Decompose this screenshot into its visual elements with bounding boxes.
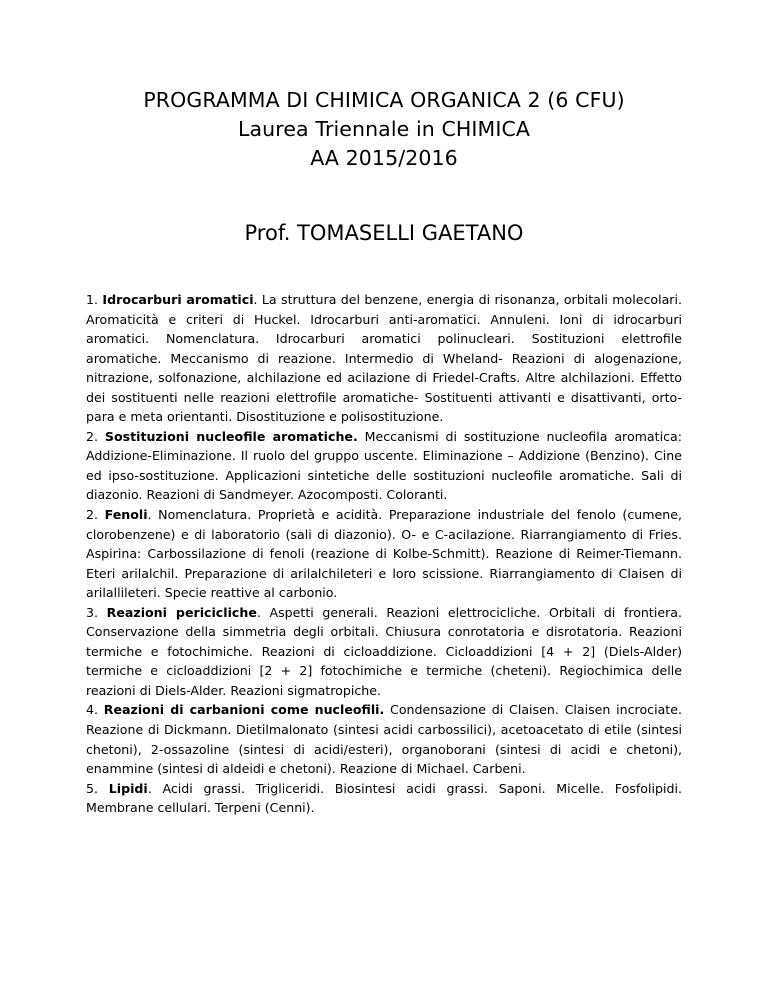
section-title: Reazioni di carbanioni come nucleofili. [103,702,385,718]
section-text: . La struttura del benzene, energia di risonanza, orbitali molecolari. Aromaticità e criteri di Huckel. Idrocarburi anti-aromatici. Annuleni. Ioni di idrocarburi aromatici. Nomenclatura. Idrocarburi aromatici polinucleari. Sostituzioni elettrofile aromatiche. Meccanismo di reazione. Intermedio di Wheland- Reazioni di alogenazione, nitrazione, solfonazione, alchilazione ed acilazione di Friedel-Crafts. Altre alchilazioni. Effetto dei sostituenti nelle reazioni elettrofile aromatiche- Sostituenti attivanti e disattivanti, orto-para e meta orientanti. Disostituzione e polisostituzione. [86,292,682,425]
section-title: Sostituzioni nucleofile aromatiche. [104,428,358,444]
section-text: . Aspetti generali. Reazioni elettrocicliche. Orbitali di frontiera. Conservazione della simmetria degli orbitali. Chiusura conrotatoria e disrotatoria. Reazioni termiche e fotochimiche. Reazioni di cicloaddizione. Cicloaddizioni [4 + 2] (Diels-Alder) termiche e cicloaddizioni [2 + 2] fotochimiche e termiche (cheteni). Regiochimica delle reazioni di Diels-Alder. Reazioni sigmatropiche. [86,604,683,698]
section-title: Fenoli [104,507,148,523]
program-body [86,290,682,818]
section-aromatic-hydrocarbons [86,290,682,427]
section-pericyclic-reactions [86,603,682,701]
section-number: 2. [86,428,105,444]
section-number: 5. [86,780,109,796]
academic-year: AA 2015/2016 [310,146,458,170]
section-number: 2. [86,507,105,523]
degree-title: Laurea Triennale in CHIMICA [237,117,530,141]
section-text: Meccanismi di sostituzione nucleofila aromatica: Addizione-Eliminazione. Il ruolo del gruppo uscente. Eliminazione – Addizione (Benzino). Cine ed ipso-sostituzione. Applicazioni sintetiche delle sostituzioni nucleofile aromatiche. Sali di diazonio. Reazioni di Sandmeyer. Azocomposti. Coloranti. [86,428,682,503]
section-title: Reazioni pericicliche [106,604,257,620]
professor-name: Prof. TOMASELLI GAETANO [244,221,524,245]
section-title: Lipidi [108,780,148,796]
section-text: Condensazione di Claisen. Claisen incrociate. Reazione di Dickmann. Dietilmalonato (sintesi acidi carbossilici), acetoacetato di etile (sintesi chetoni), 2-ossazoline (sintesi di acidi/esteri), organoborani (sintesi di acidi e chetoni), enammine (sintesi di aldeidi e chetoni). Reazione di Michael. Carbeni. [86,702,682,777]
section-carbanion-reactions [86,700,682,778]
section-nucleophilic-substitutions [86,427,682,505]
section-text: . Nomenclatura. Proprietà e acidità. Preparazione industriale del fenolo (cumene, clorobenzene) e di laboratorio (sali di diazonio). O- e C-acilazione. Riarrangiamento di Fries. Aspirina: Carbossilazione di fenoli (reazione di Kolbe-Schmitt). Reazione di Reimer-Tiemann. Eteri arilalchil. Preparazione di arilalchileteri e loro scissione. Riarrangiamento di Claisen di arilallileteri. Specie reattive al carbonio. [86,507,683,601]
section-text: . Acidi grassi. Trigliceridi. Biosintesi acidi grassi. Saponi. Micelle. Fosfolipidi. Membrane cellulari. Terpeni (Cenni). [86,780,682,816]
section-title: Idrocarburi aromatici [102,292,254,307]
section-lipids [86,779,682,818]
section-number: 1. [86,292,103,307]
document-header [0,86,768,173]
section-phenols [86,505,682,603]
section-number: 3. [86,604,107,620]
course-title: PROGRAMMA DI CHIMICA ORGANICA 2 (6 CFU) [143,88,625,112]
section-number: 4. [86,702,104,718]
